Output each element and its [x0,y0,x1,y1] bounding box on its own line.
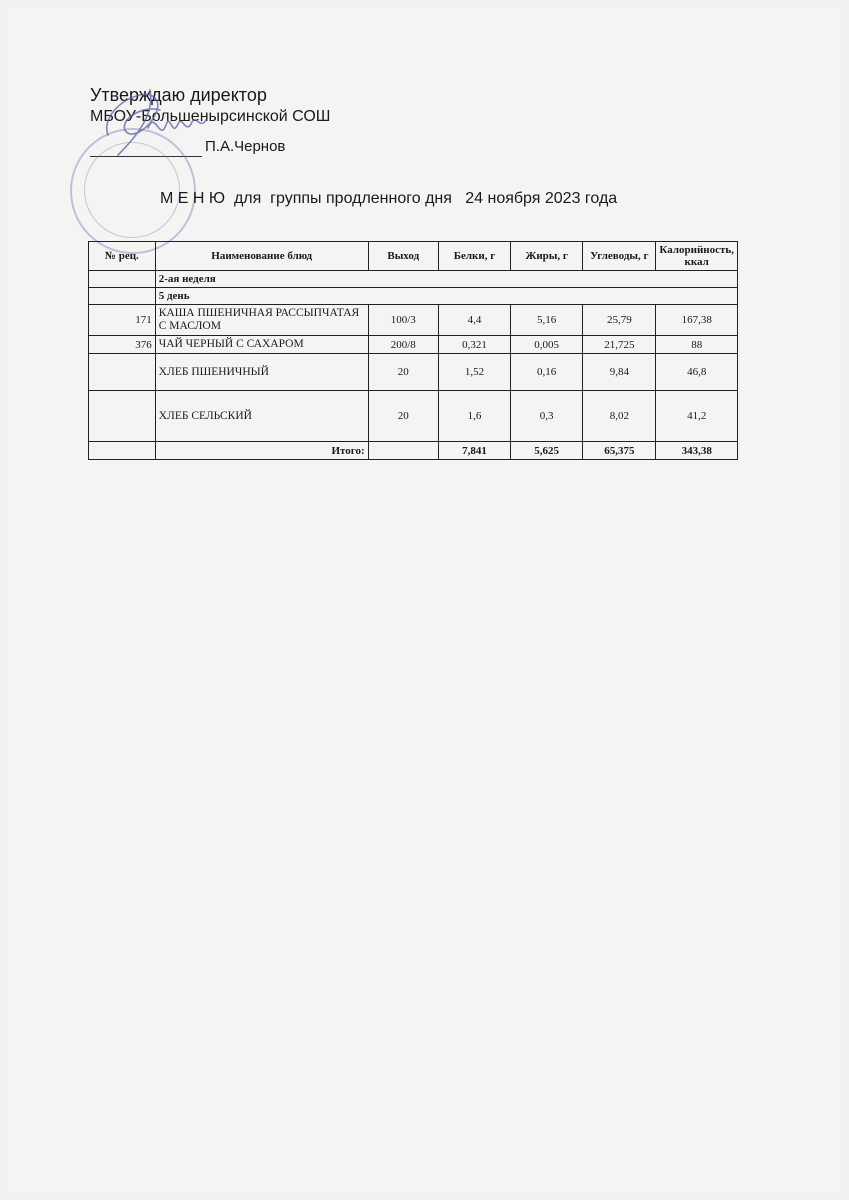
dish-name: ХЛЕБ ПШЕНИЧНЫЙ [155,354,368,391]
kcal: 41,2 [656,391,738,442]
dish-name: ХЛЕБ СЕЛЬСКИЙ [155,391,368,442]
portion: 20 [368,354,438,391]
carbs: 21,725 [583,336,656,354]
week-label: 2-ая неделя [155,271,737,288]
protein: 1,52 [438,354,510,391]
table-header-row [89,242,738,271]
week-row [89,271,738,288]
col-fat: Жиры, г [511,242,583,271]
carbs: 8,02 [583,391,656,442]
table-row [89,391,738,442]
col-portion: Выход [368,242,438,271]
director-name: П.А.Чернов [205,138,286,155]
col-kcal: Калорийность, ккал [656,242,738,271]
carbs: 25,79 [583,305,656,336]
total-row [89,442,738,460]
fat: 0,3 [511,391,583,442]
col-recipe-no: № рец. [89,242,156,271]
fat: 5,16 [511,305,583,336]
fat: 0,005 [511,336,583,354]
total-carbs: 65,375 [583,442,656,460]
recipe-no: 376 [89,336,156,354]
table-row [89,305,738,336]
col-carbs: Углеводы, г [583,242,656,271]
protein: 0,321 [438,336,510,354]
kcal: 88 [656,336,738,354]
total-label: Итого: [155,442,368,460]
table-row [89,336,738,354]
protein: 1,6 [438,391,510,442]
menu-table [88,241,738,460]
day-label: 5 день [155,288,737,305]
fat: 0,16 [511,354,583,391]
portion: 20 [368,391,438,442]
school-name: МБОУ-Большенырсинской СОШ [90,108,331,125]
dish-name: КАША ПШЕНИЧНАЯ РАССЫПЧАТАЯ С МАСЛОМ [155,305,368,336]
day-row [89,288,738,305]
portion: 200/8 [368,336,438,354]
dish-name: ЧАЙ ЧЕРНЫЙ С САХАРОМ [155,336,368,354]
col-dish-name: Наименование блюд [155,242,368,271]
total-fat: 5,625 [511,442,583,460]
recipe-no [89,391,156,442]
col-protein: Белки, г [438,242,510,271]
total-kcal: 343,38 [656,442,738,460]
director-signature [100,80,210,170]
kcal: 46,8 [656,354,738,391]
table-row [89,354,738,391]
approval-title: Утверждаю директор [90,85,267,105]
protein: 4,4 [438,305,510,336]
menu-title: М Е Н Ю для группы продленного дня 24 ноября 2023 года [160,190,618,207]
recipe-no [89,354,156,391]
kcal: 167,38 [656,305,738,336]
carbs: 9,84 [583,354,656,391]
recipe-no: 171 [89,305,156,336]
total-protein: 7,841 [438,442,510,460]
portion: 100/3 [368,305,438,336]
